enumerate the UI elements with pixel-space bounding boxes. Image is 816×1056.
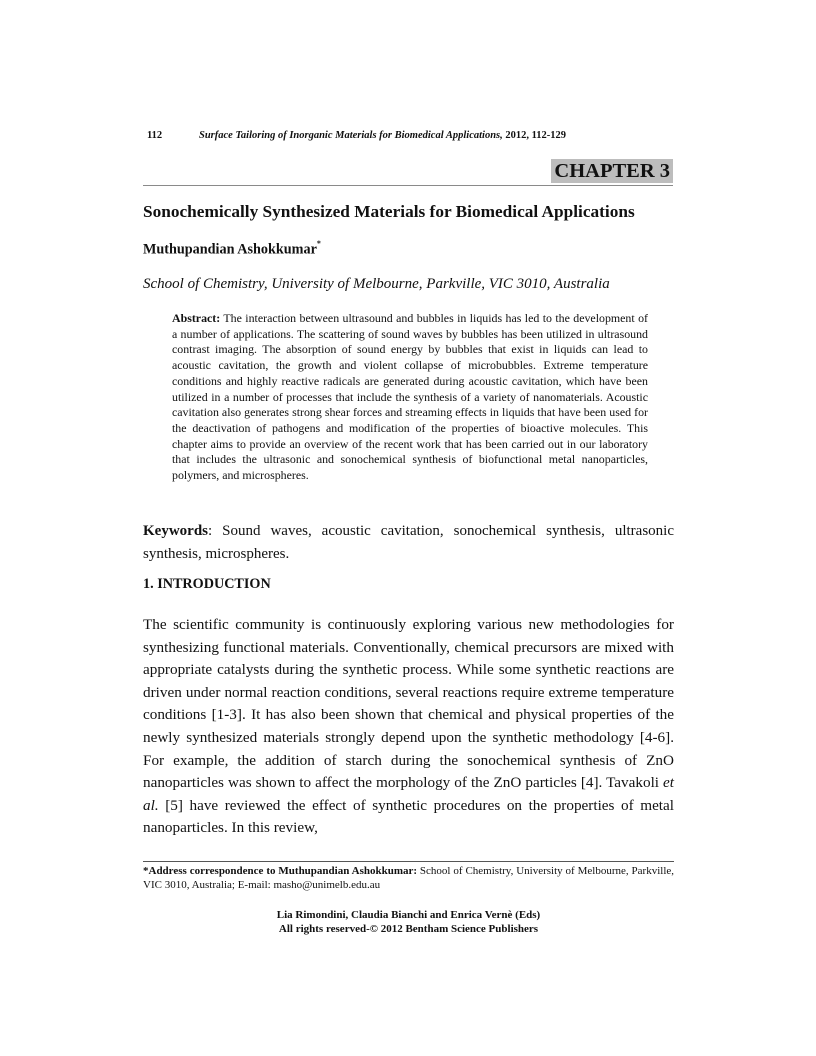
article-title: Sonochemically Synthesized Materials for Biomedical Applications (143, 202, 635, 221)
paragraph-text-1: The scientific community is continuously exploring various new methodologies for synthesizing functional materials. Conventionally, chemical precursors are mixed with appropriate catalysts during the synthetic process. While some synthetic reactions are driven under normal reaction conditions, several reactions require extreme temperature conditions [1-3]. It has also been shown that chemical and physical properties of the newly synthesized materials strongly depend upon the synthetic methodology [4-6]. For example, the addition of starch during the sonochemical synthesis of ZnO nanoparticles was shown to affect the morphology of the ZnO particles [4]. Tavakoli (143, 616, 674, 792)
keywords-text: : Sound waves, acoustic cavitation, sonochemical synthesis, ultrasonic synthesis, microspheres. (143, 523, 674, 562)
abstract-label: Abstract: (172, 311, 221, 325)
footnote-divider (143, 861, 674, 862)
body-paragraph (143, 614, 674, 840)
footnote-text: School of Chemistry, University of Melbourne, Parkville, VIC 3010, Australia; E-mail: masho@unimelb.edu.au (143, 865, 675, 892)
publisher-info (143, 909, 674, 936)
author-name (143, 241, 321, 259)
paragraph-italic: et al. (143, 774, 674, 814)
journal-title: Surface Tailoring of Inorganic Materials for Biomedical Applications, (199, 130, 503, 141)
abstract (172, 311, 648, 484)
keywords (143, 520, 674, 565)
journal-info: 2012, 112-129 (502, 130, 567, 141)
editors-line: Lia Rimondini, Claudia Bianchi and Enrica Vernè (Eds) (276, 909, 541, 921)
chapter-header-rule (143, 158, 673, 186)
rights-line: All rights reserved-© 2012 Bentham Science Publishers (278, 922, 539, 935)
footnote (143, 864, 674, 893)
page-number: 112 (147, 130, 163, 141)
author-footnote-mark: * (316, 239, 321, 248)
abstract-text: The interaction between ultrasound and bubbles in liquids has led to the development of a number of applications. The scattering of sound waves by bubbles has been utilized in ultrasound contrast imaging. The absorption of sound energy by bubbles that exist in liquids can lead to acoustic cavitation, the growth and violent collapse of microbubbles. Extreme temperature conditions and highly reactive radicals are generated during acoustic cavitation, which have been utilized in a number of processes that include the synthesis of a variety of nanomaterials. Acoustic cavitation also generates strong shear forces and streaming effects in liquids that have been used for the deactivation of pathogens and modification of the properties of bioactive molecules. This chapter aims to provide an overview of the recent work that has been carried out in our laboratory that includes the ultrasonic and sonochemical synthesis of biofunctional metal nanoparticles, polymers, and microspheres. (172, 311, 648, 483)
footnote-label: *Address correspondence to Muthupandian Ashokkumar: (143, 865, 418, 877)
author-affiliation: School of Chemistry, University of Melbourne, Parkville, VIC 3010, Australia (143, 276, 610, 292)
chapter-label: CHAPTER 3 (551, 159, 673, 183)
keywords-label: Keywords (143, 523, 208, 539)
paragraph-text-2: [5] have reviewed the effect of synthetic procedures on the properties of metal nanoparticles. In this review, (143, 796, 674, 837)
author-text: Muthupandian Ashokkumar (143, 241, 317, 258)
section-heading: 1. INTRODUCTION (143, 576, 271, 592)
running-header (147, 130, 677, 141)
